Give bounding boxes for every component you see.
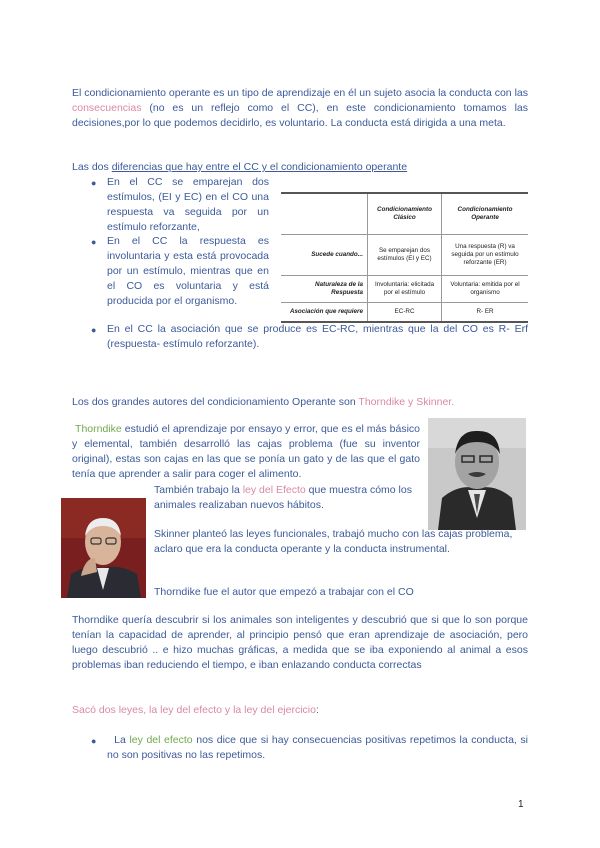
thorndike-text: estudió el aprendizaje por ensayo y error, que es el más básico y elemental, también desarrolló las cajas problema (fue su inventor original), estas son cajas en las que se ponía un gato y de las que el gato tenía que aprender a salir para coger el alimento. bbox=[72, 423, 421, 480]
difference-item-1: En el CC se emparejan dos estímulos, (EI y EC) en el CO una respuesta va seguida por un estímulo reforzante, bbox=[107, 176, 269, 233]
authors-lead: Los dos grandes autores del condicionamiento Operante son bbox=[72, 396, 359, 408]
header-co: Condicionamiento Operante bbox=[442, 193, 528, 235]
bullet-dot: ● bbox=[91, 178, 97, 188]
thorndike-co-paragraph: Thorndike fue el autor que empezó a trabajar con el CO bbox=[154, 586, 414, 598]
consecuencias-highlight: consecuencias bbox=[72, 102, 142, 114]
row-label: Asociación que requiere bbox=[281, 303, 368, 323]
page-number: 1 bbox=[518, 799, 524, 810]
table-row bbox=[281, 235, 528, 276]
differences-lead: Las dos bbox=[72, 161, 112, 173]
authors-names: Thorndike y Skinner. bbox=[358, 396, 455, 408]
laws-lead: Sacó dos leyes, bbox=[72, 704, 150, 716]
intro-text-1: El condicionamiento operante es un tipo de aprendizaje en él un sujeto asocia la conducta con las bbox=[72, 87, 528, 99]
ley-efecto-bullet-name: ley del efecto bbox=[129, 734, 193, 746]
ley-efecto-bullet-text: nos dice que si hay consecuencias positivas repetimos la conducta, si no son positivas no las repetimos. bbox=[107, 734, 528, 761]
authors-paragraph bbox=[72, 395, 528, 410]
differences-link[interactable]: diferencias que hay entre el CC y el condicionamiento operante bbox=[111, 161, 408, 173]
row-label: Naturaleza de la Respuesta bbox=[281, 276, 368, 303]
laws-colon: : bbox=[315, 704, 319, 716]
cell-cc: Involuntaria: elicitada por el estímulo bbox=[368, 276, 442, 303]
difference-item-3: En el CC la asociación que se produce es EC-RC, mientras que la del CO es R- Erf (respuesta- estímulo reforzante). bbox=[107, 323, 528, 350]
row-label: Sucede cuando... bbox=[281, 235, 368, 276]
laws-paragraph bbox=[72, 703, 528, 718]
comparison-table bbox=[281, 192, 528, 323]
thorndike-portrait-image bbox=[428, 418, 526, 530]
skinner-paragraph: Skinner planteó las leyes funcionales, trabajó mucho con las cajas problema, aclaro que era la conducta operante y la conducta instrumental. bbox=[154, 528, 513, 555]
cell-co: Una respuesta (R) va seguida por un estímulo reforzante (ER) bbox=[442, 235, 528, 276]
cell-cc: Se emparejan dos estímulos (EI y EC) bbox=[368, 235, 442, 276]
cell-co: Voluntaria: emitida por el organismo bbox=[442, 276, 528, 303]
bullet-dot: ● bbox=[91, 736, 97, 746]
intro-text-2: (no es un reflejo como el CC), en este condicionamiento tomamos las decisiones,por lo que podemos decidirlo, es voluntario. La conducta está dirigida a una meta. bbox=[72, 102, 528, 129]
cell-cc: EC-RC bbox=[368, 303, 442, 323]
header-cc: Condicionamiento Clásico bbox=[368, 193, 442, 235]
experiment-paragraph: Thorndike quería descubrir si los animales son inteligentes y descubrió que si que lo son porque tenían la capacidad de aprender, al principio pensó que eran aprendizaje de asociación, pero luego descubrió .. e hizo muchas gráficas, a medida que se iba exponiendo al animal a esos problemas iban reduciendo el tiempo, e iban enlazando conducta correctas bbox=[72, 614, 528, 671]
differences-heading bbox=[72, 160, 528, 175]
intro-paragraph bbox=[72, 86, 528, 131]
ley-efecto-text: que muestra cómo los animales realizaban nuevos hábitos. bbox=[154, 484, 412, 511]
ley-efecto-bullet bbox=[107, 733, 528, 763]
cell-co: R- ER bbox=[442, 303, 528, 323]
table-row bbox=[281, 276, 528, 303]
skinner-photo bbox=[61, 498, 146, 598]
laws-names: la ley del efecto y la ley del ejercicio bbox=[149, 704, 316, 716]
thorndike-paragraph bbox=[72, 422, 420, 482]
ley-efecto-bullet-pre: La bbox=[114, 734, 130, 746]
bullet-dot: ● bbox=[91, 325, 97, 335]
ley-efecto-lead: También trabajo la bbox=[154, 484, 243, 496]
table-row bbox=[281, 303, 528, 323]
thorndike-photo bbox=[428, 418, 526, 530]
difference-item-3-start bbox=[107, 322, 528, 352]
skinner-portrait-image bbox=[61, 498, 146, 598]
difference-item-2: En el CC la respuesta es involuntaria y esta está provocada por un estímulo, mientras que en el CO es voluntaria y está producida por el organismo. bbox=[107, 235, 269, 307]
bullet-dot: ● bbox=[91, 237, 97, 247]
ley-efecto-paragraph bbox=[154, 483, 420, 513]
table-corner bbox=[281, 193, 368, 235]
ley-efecto-name: ley del Efecto bbox=[242, 484, 306, 496]
thorndike-name: Thorndike bbox=[75, 423, 122, 435]
